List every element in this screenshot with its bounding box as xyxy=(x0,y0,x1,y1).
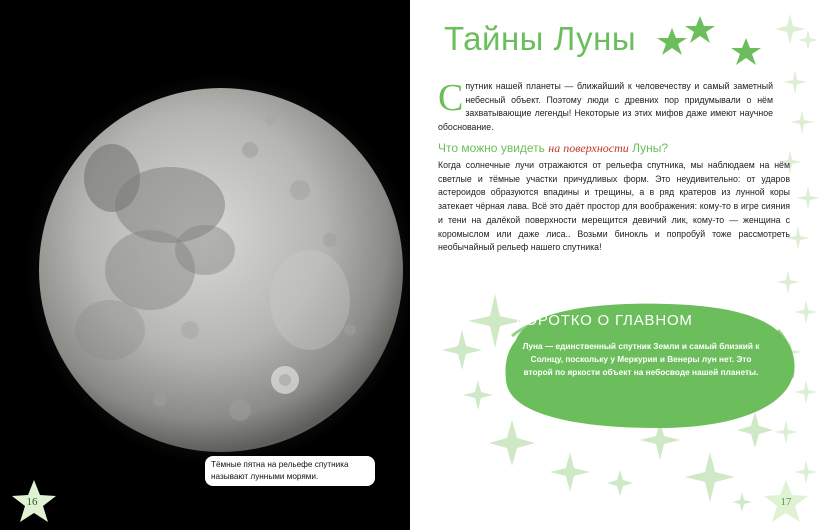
right-page xyxy=(410,0,820,530)
body-paragraph: Когда солнечные лучи отражаются от рельефа спутника, мы наблюдаем на нём светлые и тёмные участки причудливых форм. Это неудивительно: от ударов астероидов образуются впадины и трещины, а в ряд кратеров из лунной коры затекает чёрная лава. Всё это даёт простор для воображения: кому-то в игре сияния и тени на далёкой поверхности мерещится девичий лик, кому-то — женщина с коромыслом или даже лиса.. Возьми бинокль и попробуй тоже рассмотреть необычайный рельеф нашего спутника! xyxy=(438,160,790,253)
subheading-part-2: Луны? xyxy=(628,141,669,155)
page-number-left: 16 xyxy=(26,496,38,508)
summary-title: КОРОТКО О ГЛАВНОМ xyxy=(516,312,693,329)
section-subheading xyxy=(438,141,668,156)
page-number-right: 17 xyxy=(780,496,792,508)
subheading-part-1: Что можно увидеть xyxy=(438,141,549,155)
moon-caption: Тёмные пятна на рельефе спутника называют лунными морями. xyxy=(205,456,375,486)
page-title: Тайны Луны xyxy=(444,20,637,57)
summary-text: Луна — единственный спутник Земли и самый близкий к Солнцу, поскольку у Меркурия и Венеры лун нет. Это второй по яркости объект на небосводе нашей планеты. xyxy=(522,341,760,377)
intro-text: путник нашей планеты — ближайший к человечеству и самый заметный небесный объект. Поэтому люди с древних пор придумывали о нём захватывающие легенды! Некоторые из этих мифов даже имеют научное обоснование. xyxy=(438,81,773,133)
intro-paragraph xyxy=(438,77,773,135)
subheading-accent: на поверхности xyxy=(548,141,629,155)
intro-dropcap: С xyxy=(438,77,464,119)
